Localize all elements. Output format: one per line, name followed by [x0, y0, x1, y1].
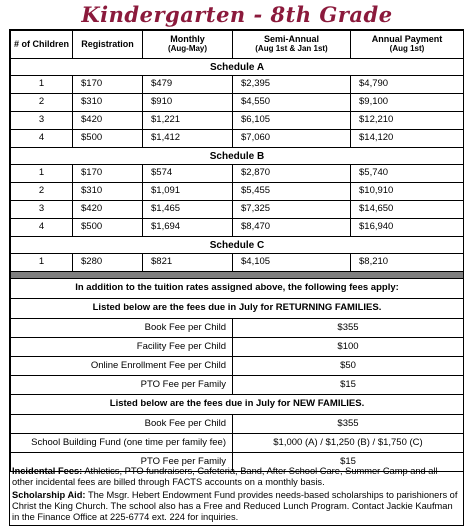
monthly-cell: $1,465 — [143, 201, 233, 219]
fee-label: Book Fee per Child — [11, 415, 233, 434]
scholarship-note — [12, 490, 460, 524]
table-row — [11, 219, 464, 237]
new-families-heading-row — [11, 395, 464, 415]
registration-cell: $170 — [73, 76, 143, 94]
children-cell: 2 — [11, 183, 73, 201]
tuition-table — [10, 30, 464, 472]
children-cell: 1 — [11, 76, 73, 94]
table-row — [11, 201, 464, 219]
semi-cell: $4,105 — [233, 254, 351, 272]
semi-cell: $6,105 — [233, 112, 351, 130]
registration-cell: $420 — [73, 201, 143, 219]
separator-cell — [11, 272, 464, 279]
children-cell: 1 — [11, 254, 73, 272]
registration-cell: $170 — [73, 165, 143, 183]
fee-label: PTO Fee per Family — [11, 376, 233, 395]
fee-row — [11, 434, 464, 453]
new-families-heading: Listed below are the fees due in July for NEW FAMILIES. — [11, 395, 464, 415]
schedule-heading — [11, 148, 464, 165]
fee-amount: $100 — [233, 338, 464, 357]
table-row — [11, 94, 464, 112]
header-semi-label: Semi-Annual — [263, 34, 319, 45]
header-semi-sub: (Aug 1st & Jan 1st) — [255, 44, 328, 54]
schedule-heading — [11, 237, 464, 254]
notes-section — [12, 466, 460, 524]
header-registration: Registration — [73, 31, 143, 59]
schedule-heading — [11, 59, 464, 76]
scholarship-label: Scholarship Aid: — [12, 489, 86, 500]
semi-cell: $7,060 — [233, 130, 351, 148]
annual-cell: $14,650 — [351, 201, 464, 219]
table-row — [11, 112, 464, 130]
fees-intro-row — [11, 279, 464, 299]
children-cell: 1 — [11, 165, 73, 183]
table-row — [11, 130, 464, 148]
page-title: Kindergarten - 8th Grade — [81, 2, 393, 27]
semi-cell: $8,470 — [233, 219, 351, 237]
fee-row — [11, 357, 464, 376]
fee-label: Book Fee per Child — [11, 319, 233, 338]
header-monthly-label: Monthly — [170, 34, 205, 45]
header-annual — [351, 31, 464, 59]
table-row — [11, 76, 464, 94]
table-row — [11, 254, 464, 272]
annual-cell: $14,120 — [351, 130, 464, 148]
header-semi-annual — [233, 31, 351, 59]
annual-cell: $16,940 — [351, 219, 464, 237]
header-row — [11, 31, 464, 59]
semi-cell: $5,455 — [233, 183, 351, 201]
registration-cell: $500 — [73, 130, 143, 148]
children-cell: 4 — [11, 130, 73, 148]
fee-amount: $1,000 (A) / $1,250 (B) / $1,750 (C) — [233, 434, 464, 453]
header-annual-label: Annual Payment — [371, 34, 443, 45]
monthly-cell: $1,694 — [143, 219, 233, 237]
fee-label: Facility Fee per Child — [11, 338, 233, 357]
header-monthly-sub: (Aug-May) — [167, 44, 208, 54]
registration-cell: $500 — [73, 219, 143, 237]
fee-label: PTO Fee per Family — [11, 453, 233, 472]
schedule-title: Schedule C — [11, 237, 464, 254]
registration-cell: $280 — [73, 254, 143, 272]
fee-label: Online Enrollment Fee per Child — [11, 357, 233, 376]
annual-cell: $10,910 — [351, 183, 464, 201]
fee-row — [11, 338, 464, 357]
schedule-title: Schedule A — [11, 59, 464, 76]
monthly-cell: $1,412 — [143, 130, 233, 148]
children-cell: 3 — [11, 201, 73, 219]
annual-cell: $8,210 — [351, 254, 464, 272]
semi-cell: $7,325 — [233, 201, 351, 219]
children-cell: 4 — [11, 219, 73, 237]
fee-row — [11, 319, 464, 338]
children-cell: 3 — [11, 112, 73, 130]
fees-intro: In addition to the tuition rates assigned above, the following fees apply: — [11, 279, 464, 299]
registration-cell: $420 — [73, 112, 143, 130]
fee-row — [11, 376, 464, 395]
separator-bar — [11, 272, 464, 279]
monthly-cell: $479 — [143, 76, 233, 94]
table-row — [11, 183, 464, 201]
monthly-cell: $574 — [143, 165, 233, 183]
annual-cell: $12,210 — [351, 112, 464, 130]
header-annual-sub: (Aug 1st) — [389, 44, 425, 54]
header-children: # of Children — [11, 31, 73, 59]
monthly-cell: $1,091 — [143, 183, 233, 201]
registration-cell: $310 — [73, 94, 143, 112]
children-cell: 2 — [11, 94, 73, 112]
fee-amount: $15 — [233, 453, 464, 472]
incidental-label: Incidental Fees: — [12, 466, 83, 476]
annual-cell: $9,100 — [351, 94, 464, 112]
returning-heading-row — [11, 299, 464, 319]
annual-cell: $4,790 — [351, 76, 464, 94]
table-row — [11, 165, 464, 183]
fee-amount: $355 — [233, 319, 464, 338]
fee-amount: $15 — [233, 376, 464, 395]
fee-row — [11, 415, 464, 434]
semi-cell: $4,550 — [233, 94, 351, 112]
schedule-title: Schedule B — [11, 148, 464, 165]
monthly-cell: $1,221 — [143, 112, 233, 130]
registration-cell: $310 — [73, 183, 143, 201]
semi-cell: $2,395 — [233, 76, 351, 94]
incidental-text: Athletics, PTO fundraisers, Cafeteria, Band, After School Care, Summer Camp and all other incidental fees are billed through FACTS accounts on a monthly basis. — [12, 466, 438, 488]
fee-amount: $355 — [233, 415, 464, 434]
incidental-fees-note — [12, 466, 460, 489]
scholarship-text: The Msgr. Hebert Endowment Fund provides needs-based scholarships to parishioners of Christ the King Church. The school also has a Free and Reduced Lunch Program. Contact Jackie Kaufman in the Finance Office at 225-6774 ext. 224 for inquiries. — [12, 489, 458, 523]
header-monthly — [143, 31, 233, 59]
annual-cell: $5,740 — [351, 165, 464, 183]
returning-heading: Listed below are the fees due in July for RETURNING FAMILIES. — [11, 299, 464, 319]
fee-label: School Building Fund (one time per family fee) — [11, 434, 233, 453]
monthly-cell: $910 — [143, 94, 233, 112]
fee-amount: $50 — [233, 357, 464, 376]
monthly-cell: $821 — [143, 254, 233, 272]
semi-cell: $2,870 — [233, 165, 351, 183]
